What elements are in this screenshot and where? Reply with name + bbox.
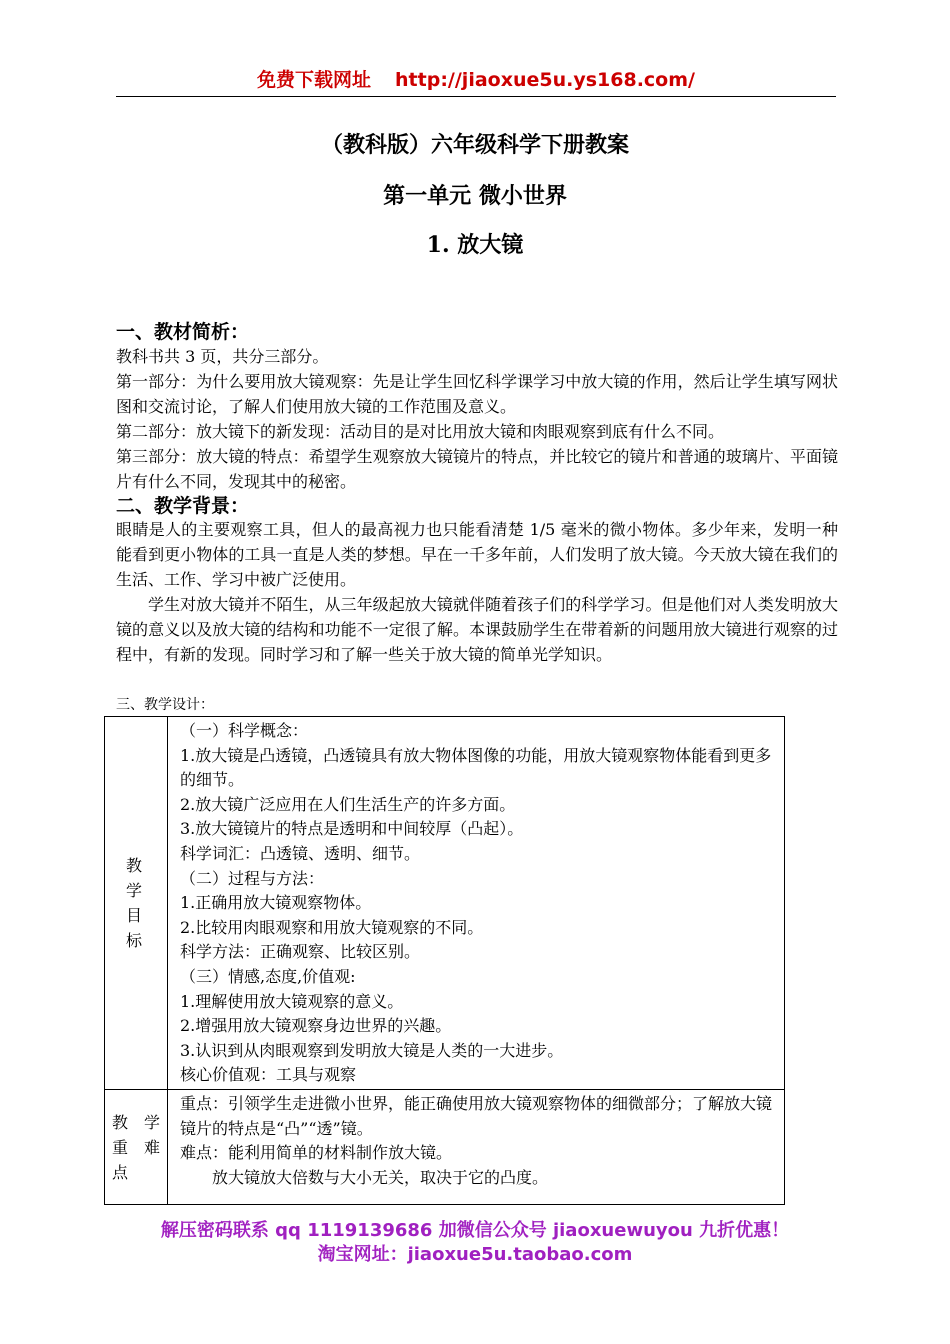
section-heading-background: 二、教学背景： bbox=[116, 495, 250, 517]
content-line: （二）过程与方法： bbox=[180, 868, 325, 888]
content-line: 1.理解使用放大镜观察的意义。 bbox=[180, 991, 404, 1011]
content-line: 放大镜放大倍数与大小无关，取决于它的凸度。 bbox=[212, 1167, 549, 1187]
content-line: 3.放大镜镜片的特点是透明和中间较厚（凸起）。 bbox=[180, 819, 524, 839]
label-text: 点 bbox=[112, 1162, 129, 1182]
label-char: 目 bbox=[126, 906, 143, 925]
paragraph: 第一部分：为什么要用放大镜观察：先是让学生回忆科学课学习中放大镜的作用，然后让学生填写网状图和交流讨论，了解人们使用放大镜的工作范围及意义。 bbox=[116, 372, 838, 416]
content-line: （一）科学概念： bbox=[180, 721, 309, 740]
section-heading-design: 三、教学设计： bbox=[116, 697, 214, 713]
section-body-analysis bbox=[116, 344, 838, 494]
goals-content bbox=[168, 717, 785, 1090]
content-line: 1.正确用放大镜观察物体。 bbox=[180, 893, 372, 913]
download-header bbox=[116, 66, 836, 97]
header-url-link[interactable]: http://jiaoxue5u.ys168.com/ bbox=[395, 69, 695, 91]
content-line: 3.认识到从肉眼观察到发明放大镜是人类的一大进步。 bbox=[180, 1040, 564, 1060]
footer-contact: 解压密码联系 qq 1119139686 加微信公众号 jiaoxuewuyou 九折优惠！ bbox=[160, 1220, 790, 1241]
content-line: 重点：引领学生走进微小世界，能正确使用放大镜观察物体的细微部分；了解放大镜镜片的特点是“凸”“透”镜。 bbox=[180, 1094, 773, 1138]
content-line: 2.比较用肉眼观察和用放大镜观察的不同。 bbox=[180, 917, 484, 937]
label-char: 标 bbox=[126, 931, 143, 950]
content-line: 2.放大镜广泛应用在人们生活生产的许多方面。 bbox=[180, 794, 516, 814]
section-body-background bbox=[116, 517, 838, 667]
paragraph: 教科书共 3 页，共分三部分。 bbox=[116, 347, 329, 366]
label-text: 重 难 bbox=[112, 1137, 160, 1157]
unit-title: 第一单元 微小世界 bbox=[383, 183, 567, 209]
content-line: 2.增强用放大镜观察身边世界的兴趣。 bbox=[180, 1016, 452, 1036]
content-line: 1.放大镜是凸透镜，凸透镜具有放大物体图像的功能，用放大镜观察物体能看到更多的细节。 bbox=[180, 745, 772, 790]
footer-taobao-link[interactable]: 淘宝网址：jiaoxue5u.taobao.com bbox=[317, 1244, 633, 1265]
table-row bbox=[105, 1090, 785, 1205]
paragraph: 第二部分：放大镜下的新发现：活动目的是对比用放大镜和肉眼观察到底有什么不同。 bbox=[116, 422, 725, 441]
row-label-key-points bbox=[105, 1090, 168, 1205]
teaching-design-table bbox=[104, 716, 785, 1205]
section-heading-analysis: 一、教材简析： bbox=[116, 321, 250, 343]
content-line: 科学方法：正确观察、比较区别。 bbox=[180, 942, 421, 962]
content-line: （三）情感,态度,价值观: bbox=[180, 966, 356, 986]
label-char: 教 bbox=[126, 856, 143, 875]
document-title: （教科版）六年级科学下册教案 bbox=[320, 132, 629, 158]
label-char: 学 bbox=[126, 881, 143, 900]
paragraph: 学生对放大镜并不陌生，从三年级起放大镜就伴随着孩子们的科学学习。但是他们对人类发明放大镜的意义以及放大镜的结构和功能不一定很了解。本课鼓励学生在带着新的问题用放大镜进行观察的过程中，有新的发现。同时学习和了解一些关于放大镜的简单光学知识。 bbox=[116, 595, 838, 664]
header-label: 免费下载网址 bbox=[257, 69, 372, 91]
content-line: 科学词汇：凸透镜、透明、细节。 bbox=[180, 843, 421, 863]
lesson-title: 1. 放大镜 bbox=[426, 232, 524, 258]
row-label-goals bbox=[105, 717, 168, 1090]
content-line: 核心价值观：工具与观察 bbox=[180, 1065, 357, 1085]
label-text: 教 学 bbox=[112, 1112, 160, 1132]
content-line: 难点：能利用简单的材料制作放大镜。 bbox=[180, 1143, 453, 1163]
paragraph: 第三部分：放大镜的特点：希望学生观察放大镜镜片的特点，并比较它的镜片和普通的玻璃片、平面镜片有什么不同，发现其中的秘密。 bbox=[116, 447, 838, 491]
paragraph: 眼睛是人的主要观察工具，但人的最高视力也只能看清楚 1/5 毫米的微小物体。多少年来，发明一种能看到更小物体的工具一直是人类的梦想。早在一千多年前，人们发明了放大镜。今天放大镜在我们的生活、工作、学习中被广泛使用。 bbox=[116, 520, 838, 589]
key-points-content bbox=[168, 1090, 785, 1205]
table-row bbox=[105, 717, 785, 1090]
